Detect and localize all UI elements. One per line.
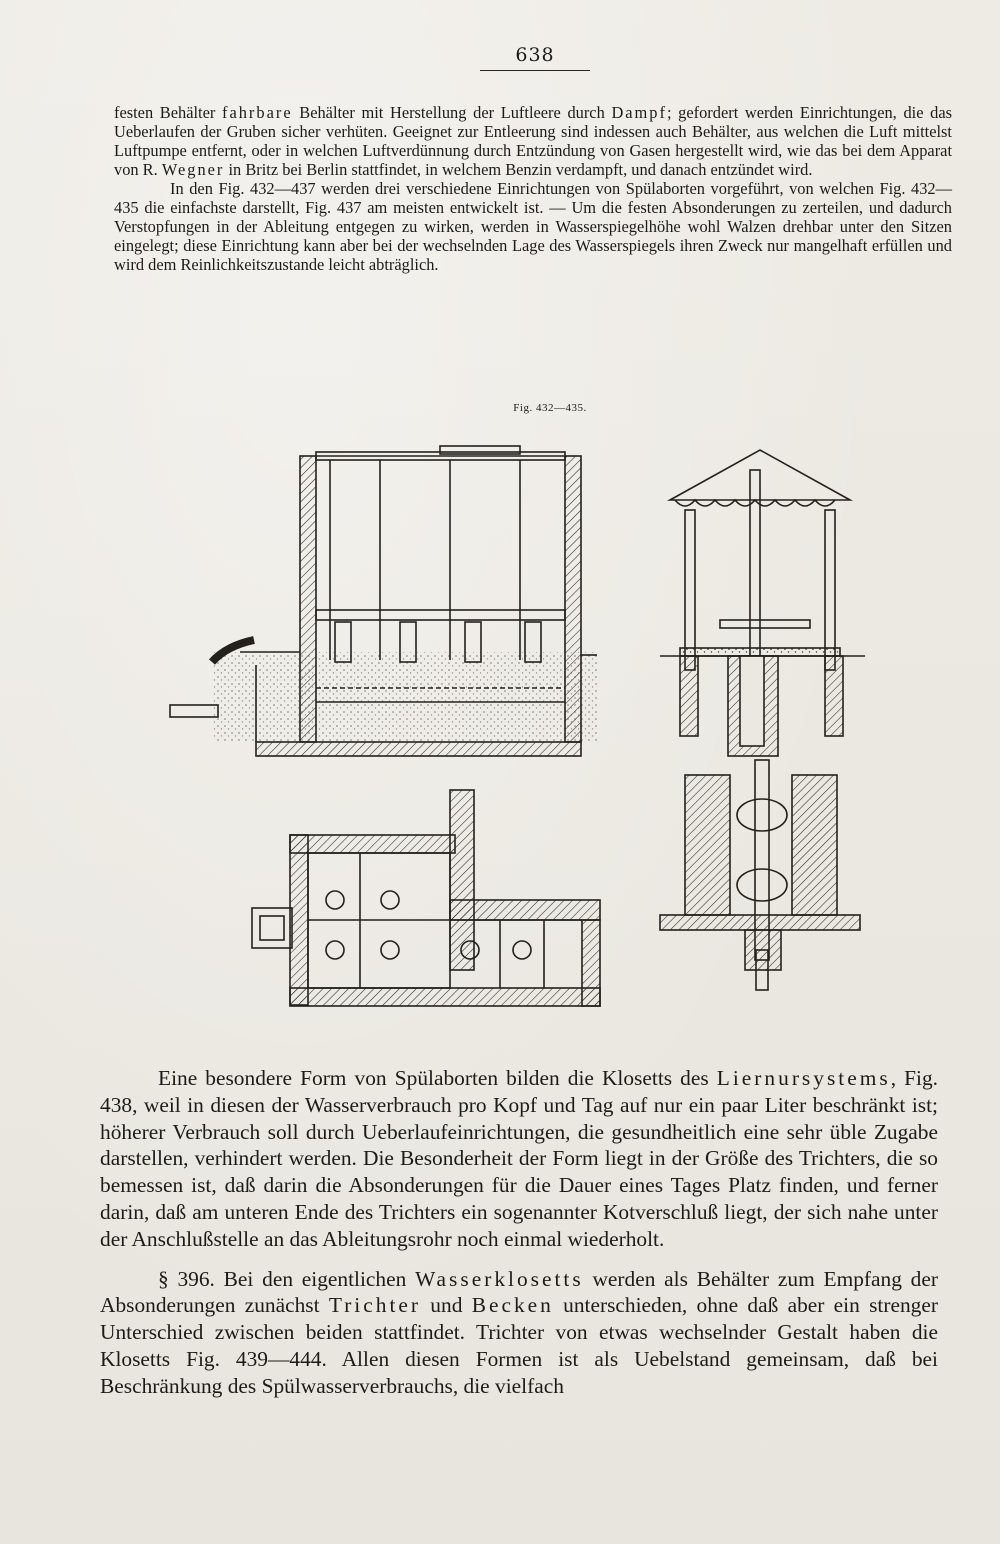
bottom-text-block — [100, 1065, 938, 1400]
text-run: in Britz bei Berlin stattfindet, in welchem Benzin verdampft, und danach entzündet wird. — [224, 160, 813, 179]
spaced-term: Becken — [471, 1293, 554, 1318]
text-run: , Fig. 438, weil in diesen der Wasserverbrauch pro Kopf und Tag auf nur ein paar Liter beschränkt ist; höherer Verbrauch soll durch Ueberlaufeinrichtungen, die gesundheitlich eine sehr üble Zugabe darstellen, verhindert werden. Die Besonderheit der Form liegt in der Größe des Trichters, die so bemessen ist, daß darin die Absonderungen für die Dauer eines Tages Platz finden, und ferner darin, daß am unteren Ende des Trichters ein sogenannter Kotverschluß liegt, der sich nahe unter der Anschlußstelle an das Ableitungsrohr noch einmal wiederholt. — [100, 1066, 939, 1251]
spaced-term: Liernursystems — [716, 1066, 891, 1090]
paragraph-1 — [114, 103, 952, 179]
text-run: ; gefordert werden Einrichtungen, die das Ueberlaufen der Gruben sicher verhüten. Geeignet zur Entleerung sind indessen auch Behälter, aus welchen die Luft mittelst Luftpumpe entfernt, oder in welchen Luftverdünnung durch Entzündung von Gasen hergestellt wird, wie das bei dem Apparat von R. — [114, 103, 952, 179]
top-text-block — [114, 103, 952, 274]
figure-caption: Fig. 432—435. — [513, 402, 587, 414]
text-run: § 396. Bei den eigentlichen — [158, 1266, 416, 1291]
spaced-term: Dampf — [611, 103, 667, 122]
plan-drawing — [252, 790, 600, 1006]
spaced-term: Trichter — [328, 1293, 422, 1318]
text-run: Behälter mit Herstellung der Luftleere durch — [292, 103, 612, 122]
text-run: und — [421, 1293, 472, 1318]
page-number: 638 — [480, 44, 590, 71]
detail-drawing — [660, 760, 860, 990]
engraving-figure-432-435 — [160, 430, 900, 1050]
paragraph-4 — [100, 1266, 938, 1400]
spaced-term: Wasserklosetts — [415, 1266, 584, 1291]
text-run: unterschieden, ohne daß aber ein strenger Unterschied zwischen beiden stattfindet. Trichter von etwas wechselnder Gestalt haben die Klosetts Fig. 439—444. Allen diesen Formen ist als Uebelstand gemeinsam, daß bei Beschränkung des Spülwasserverbrauchs, die vielfach — [100, 1293, 938, 1398]
text-run: Eine besondere Form von Spülaborten bilden die Klosetts des — [158, 1066, 717, 1090]
text-run: festen Behälter — [114, 103, 222, 122]
paragraph-3 — [100, 1065, 938, 1253]
section-drawing — [170, 446, 597, 756]
text-run: werden als Behälter zum Empfang der Absonderungen zunächst — [100, 1266, 938, 1318]
pavilion-drawing — [660, 450, 865, 756]
paragraph-2: In den Fig. 432—437 werden drei verschiedene Einrichtungen von Spülaborten vorgeführt, von welchen Fig. 432—435 die einfachste darstellt, Fig. 437 am meisten entwickelt ist. — Um die festen Absonderungen zu zerteilen, und dadurch Verstopfungen in der Ableitung entgegen zu wirken, werden in Wasserspiegelhöhe wohl Walzen drehbar unter den Sitzen eingelegt; diese Einrichtung kann aber bei der wechselnden Lage des Wasserspiegels ihren Zweck nur mangelhaft erfüllen und wird dem Reinlichkeitszustande leicht abträglich. — [114, 179, 952, 274]
spaced-term: Wegner — [161, 160, 225, 179]
spaced-term: fahrbare — [222, 103, 293, 122]
